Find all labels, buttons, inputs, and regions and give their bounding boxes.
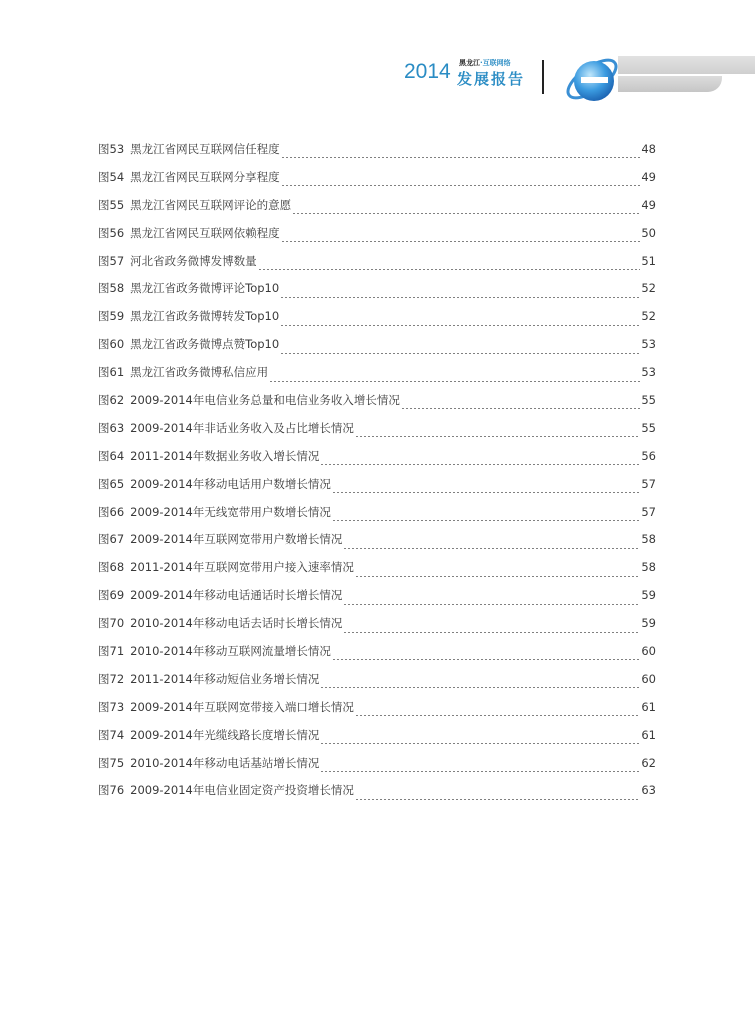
figure-number: 图55 [98, 197, 125, 212]
figure-number: 图74 [98, 727, 125, 742]
page-number: 48 [641, 142, 656, 156]
dot-leader [281, 241, 641, 242]
figure-title: 2011-2014年移动短信业务增长情况 [130, 671, 320, 686]
page-number: 59 [641, 588, 656, 603]
figure-title: 黑龙江省网民互联网评论的意愿 [130, 197, 292, 212]
header-decor-bar-top [618, 56, 755, 74]
figure-number: 图60 [98, 337, 125, 352]
figure-title: 2011-2014年数据业务收入增长情况 [130, 448, 320, 463]
province-label: 黑龙江 [459, 59, 480, 67]
figure-number: 图72 [98, 671, 125, 686]
page-number: 62 [641, 755, 656, 770]
toc-entry[interactable] [98, 420, 656, 448]
page-number: 57 [641, 476, 656, 491]
dot-leader [292, 213, 640, 214]
page-number: 55 [641, 420, 656, 435]
dot-leader [269, 381, 640, 382]
page-number: 53 [641, 365, 656, 380]
figure-number: 图67 [98, 532, 125, 547]
figure-title: 2009-2014年无线宽带用户数增长情况 [130, 504, 331, 519]
figure-number: 图61 [98, 365, 125, 380]
figure-title: 黑龙江省网民互联网信任程度 [130, 142, 280, 156]
internet-label: ·互联网络 [480, 59, 511, 67]
figure-title: 黑龙江省网民互联网分享程度 [130, 169, 280, 184]
toc-entry[interactable] [98, 755, 656, 783]
figure-title: 2010-2014年移动电话基站增长情况 [130, 755, 320, 770]
dot-leader [280, 297, 640, 298]
dot-leader [281, 157, 641, 158]
dot-leader [343, 632, 640, 633]
figure-number: 图63 [98, 420, 125, 435]
figure-title: 2011-2014年互联网宽带用户接入速率情况 [130, 560, 354, 575]
page-number: 63 [641, 783, 656, 798]
toc-entry[interactable] [98, 531, 656, 559]
figure-title: 河北省政务微博发博数量 [130, 253, 257, 268]
toc-entry[interactable] [98, 671, 656, 699]
toc-entry[interactable] [98, 448, 656, 476]
figure-title: 2010-2014年移动互联网流量增长情况 [130, 644, 331, 659]
figure-number: 图54 [98, 169, 125, 184]
dot-leader [355, 576, 641, 577]
toc-entry[interactable] [98, 643, 656, 671]
page-number: 56 [641, 448, 656, 463]
report-subtitle-small [459, 58, 511, 68]
figure-title: 黑龙江省政务微博点赞Top10 [130, 337, 280, 352]
figure-title: 2009-2014年互联网宽带用户数增长情况 [130, 532, 343, 547]
toc-entry[interactable] [98, 280, 656, 308]
page-number: 58 [641, 532, 656, 547]
dot-leader [343, 548, 640, 549]
figure-number: 图68 [98, 560, 125, 575]
dot-leader [280, 325, 640, 326]
figure-title: 2009-2014年电信业固定资产投资增长情况 [130, 783, 354, 798]
page-number: 52 [641, 281, 656, 296]
page-number: 57 [641, 504, 656, 519]
page-number: 60 [641, 671, 656, 686]
figure-title: 2009-2014年互联网宽带接入端口增长情况 [130, 699, 354, 714]
dot-leader [320, 743, 640, 744]
toc-entry[interactable] [98, 587, 656, 615]
figure-title: 2009-2014年光缆线路长度增长情况 [130, 727, 320, 742]
page-number: 59 [641, 616, 656, 631]
toc-entry[interactable] [98, 225, 656, 253]
page-number: 58 [641, 560, 656, 575]
figure-number: 图56 [98, 225, 125, 240]
figure-number: 图69 [98, 588, 125, 603]
header-decor-bar-bottom [618, 76, 722, 92]
figure-title: 2010-2014年移动电话去话时长增长情况 [130, 616, 343, 631]
figure-number: 图53 [98, 142, 125, 156]
page-number: 53 [641, 337, 656, 352]
figure-number: 图64 [98, 448, 125, 463]
dot-leader [332, 659, 641, 660]
figure-number: 图57 [98, 253, 125, 268]
figure-number: 图62 [98, 393, 125, 408]
page-number: 60 [641, 644, 656, 659]
toc-entry[interactable] [98, 336, 656, 364]
toc-entry[interactable] [98, 559, 656, 587]
figure-title: 黑龙江省政务微博评论Top10 [130, 281, 280, 296]
toc-entry[interactable] [98, 253, 656, 281]
toc-entry[interactable] [98, 141, 656, 169]
dot-leader [401, 408, 641, 409]
page-number: 55 [641, 393, 656, 408]
toc-entry[interactable] [98, 504, 656, 532]
toc-entry[interactable] [98, 364, 656, 392]
header-divider [542, 60, 544, 94]
figure-title: 黑龙江省政务微博私信应用 [130, 365, 269, 380]
figure-title: 黑龙江省网民互联网依赖程度 [130, 225, 280, 240]
toc-entry[interactable] [98, 727, 656, 755]
figure-number: 图71 [98, 644, 125, 659]
dot-leader [258, 269, 641, 270]
report-title: 发展报告 [457, 70, 526, 88]
figure-number: 图76 [98, 783, 125, 798]
figure-title: 2009-2014年移动电话用户数增长情况 [130, 476, 331, 491]
figure-number: 图70 [98, 616, 125, 631]
figure-number: 图66 [98, 504, 125, 519]
figure-list [98, 141, 656, 810]
figure-number: 图73 [98, 699, 125, 714]
dot-leader [343, 604, 640, 605]
toc-entry[interactable] [98, 197, 656, 225]
page-number: 61 [641, 699, 656, 714]
figure-number: 图58 [98, 281, 125, 296]
toc-entry[interactable] [98, 169, 656, 197]
figure-number: 图75 [98, 755, 125, 770]
figure-title: 2009-2014年电信业务总量和电信业务收入增长情况 [130, 393, 400, 408]
dot-leader [355, 715, 641, 716]
page-header [0, 0, 755, 120]
report-year: 2014 [404, 60, 451, 83]
dot-leader [355, 436, 641, 437]
toc-entry[interactable] [98, 782, 656, 810]
toc-entry[interactable] [98, 699, 656, 727]
page-number: 49 [641, 197, 656, 212]
toc-entry[interactable] [98, 615, 656, 643]
figure-number: 图59 [98, 309, 125, 324]
page-number: 50 [641, 225, 656, 240]
toc-entry[interactable] [98, 392, 656, 420]
dot-leader [320, 687, 640, 688]
toc-entry[interactable] [98, 308, 656, 336]
page-number: 61 [641, 727, 656, 742]
dot-leader [320, 464, 640, 465]
dot-leader [280, 353, 640, 354]
ie-e-logo-icon [561, 50, 623, 108]
dot-leader [332, 520, 641, 521]
figure-title: 2009-2014年移动电话通话时长增长情况 [130, 588, 343, 603]
figure-title: 黑龙江省政务微博转发Top10 [130, 309, 280, 324]
dot-leader [320, 771, 640, 772]
dot-leader [281, 185, 641, 186]
toc-entry[interactable] [98, 476, 656, 504]
dot-leader [332, 492, 641, 493]
figure-title: 2009-2014年非话业务收入及占比增长情况 [130, 420, 354, 435]
dot-leader [355, 799, 641, 800]
page-number: 49 [641, 169, 656, 184]
page-number: 51 [641, 253, 656, 268]
figure-number: 图65 [98, 476, 125, 491]
page-number: 52 [641, 309, 656, 324]
